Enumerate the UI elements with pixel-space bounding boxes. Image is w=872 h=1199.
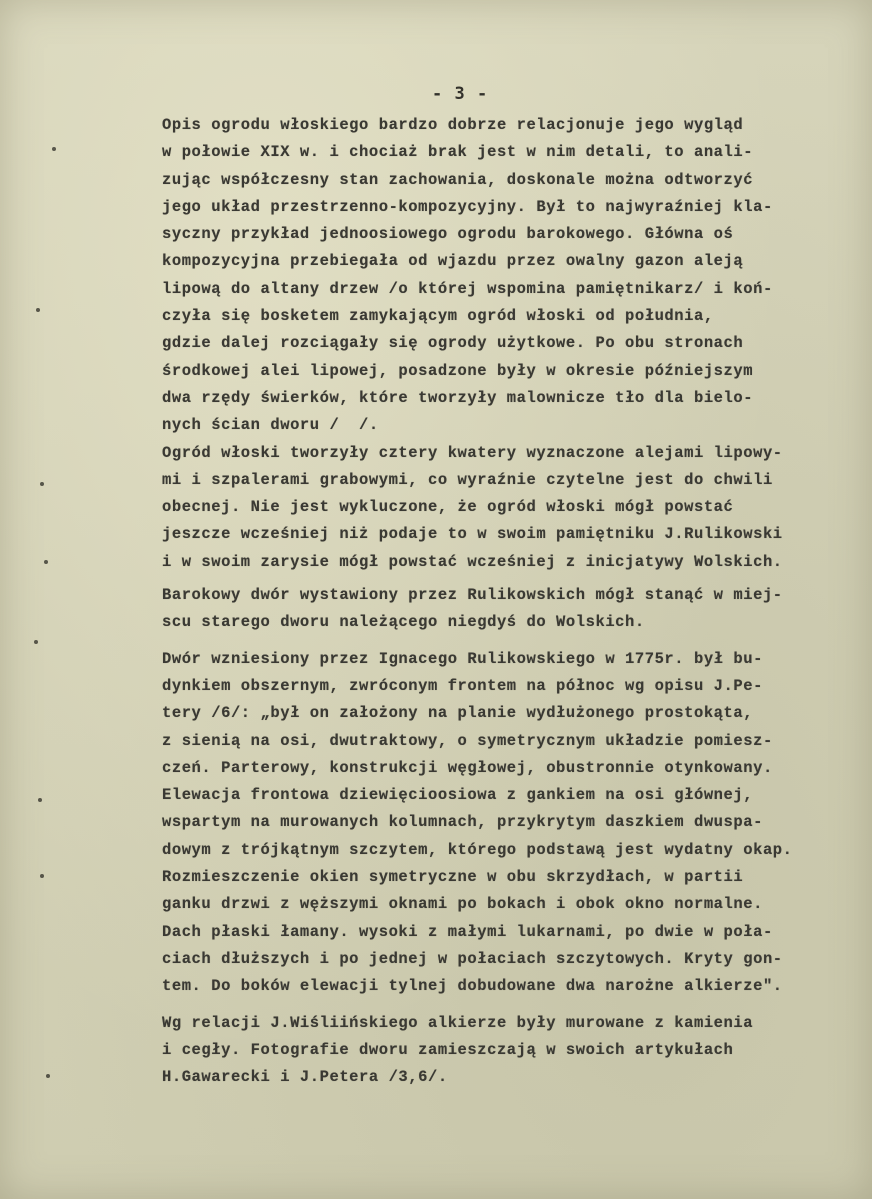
text-line: tery /6/: „był on założony na planie wydłużonego prostokąta, — [162, 704, 754, 723]
text-line: wspartym na murowanych kolumnach, przykrytym daszkiem dwuspa- — [162, 813, 763, 832]
text-line: obecnej. Nie jest wykluczone, że ogród włoski mógł powstać — [162, 498, 734, 517]
text-line: dowym z trójkątnym szczytem, którego podstawą jest wydatny okap. — [162, 840, 793, 859]
text-line: i cegły. Fotografie dworu zamieszczają w swoich artykułach — [162, 1040, 734, 1059]
punch-hole-mark — [36, 308, 40, 312]
text-line: gdzie dalej rozciągały się ogrody użytkowe. Po obu stronach — [162, 334, 744, 353]
text-line: w połowie XIX w. i chociaż brak jest w nim detali, to anali- — [162, 143, 754, 162]
text-line: środkowej alei lipowej, posadzone były w okresie późniejszym — [162, 361, 754, 380]
paragraph-alcoves-photographs — [162, 1010, 862, 1092]
punch-hole-mark — [46, 1074, 50, 1078]
text-line: jeszcze wcześniej niż podaje to w swoim pamiętniku J.Rulikowski — [162, 525, 783, 544]
text-line: Barokowy dwór wystawiony przez Rulikowskich mógł stanąć w miej- — [162, 586, 783, 605]
text-line: ciach dłuższych i po jednej w połaciach szczytowych. Kryty gon- — [162, 949, 783, 968]
punch-hole-mark — [40, 482, 44, 486]
text-line: Rozmieszczenie okien symetryczne w obu skrzydłach, w partii — [162, 868, 744, 887]
paragraph-italian-garden-description — [162, 112, 862, 440]
paragraph-manor-description — [162, 646, 862, 1001]
text-line: lipową do altany drzew /o której wspomina pamiętnikarz/ i koń- — [162, 279, 773, 298]
text-line: czyła się bosketem zamykającym ogród włoski od południa, — [162, 307, 714, 326]
text-line: syczny przykład jednoosiowego ogrodu barokowego. Główna oś — [162, 225, 734, 244]
punch-hole-mark — [34, 640, 38, 644]
text-line: jego układ przestrzenno-kompozycyjny. Był to najwyraźniej kla- — [162, 197, 773, 216]
text-line: H.Gawarecki i J.Petera /3,6/. — [162, 1068, 448, 1087]
text-line: dwa rzędy świerków, które tworzyły malownicze tło dla bielo- — [162, 388, 754, 407]
punch-hole-mark — [40, 874, 44, 878]
text-line: Ogród włoski tworzyły cztery kwatery wyznaczone alejami lipowy- — [162, 443, 783, 462]
text-line: kompozycyjna przebiegała od wjazdu przez owalny gazon aleją — [162, 252, 744, 271]
text-line: Dwór wzniesiony przez Ignacego Rulikowskiego w 1775r. był bu- — [162, 649, 763, 668]
text-line: Opis ogrodu włoskiego bardzo dobrze relacjonuje jego wygląd — [162, 116, 744, 134]
text-line: scu starego dworu należącego niegdyś do Wolskich. — [162, 613, 645, 632]
text-line: mi i szpalerami grabowymi, co wyraźnie czytelne jest do chwili — [162, 470, 773, 489]
text-line: dynkiem obszernym, zwróconym frontem na północ wg opisu J.Pe- — [162, 676, 763, 695]
text-line: z sienią na osi, dwutraktowy, o symetrycznym układzie pomiesz- — [162, 731, 773, 750]
text-line: nych ścian dworu / /. — [162, 416, 379, 435]
paragraph-baroque-manor — [162, 582, 862, 637]
punch-hole-mark — [52, 147, 56, 151]
punch-hole-mark — [38, 798, 42, 802]
text-line: i w swoim zarysie mógł powstać wcześniej z inicjatywy Wolskich. — [162, 552, 783, 571]
typed-body-text — [162, 112, 862, 1091]
text-line: Elewacja frontowa dziewięcioosiowa z gankiem na osi głównej, — [162, 786, 754, 805]
text-line: Dach płaski łamany. wysoki z małymi lukarnami, po dwie w poła- — [162, 922, 773, 941]
page-number: - 3 - — [432, 84, 489, 104]
text-line: ganku drzwi z węższymi oknami po bokach i obok okno normalne. — [162, 895, 763, 914]
text-line: tem. Do boków elewacji tylnej dobudowane dwa narożne alkierze". — [162, 977, 783, 996]
paragraph-garden-quarters — [162, 440, 862, 576]
punch-hole-mark — [44, 560, 48, 564]
text-line: Wg relacji J.Wiśliińskiego alkierze były murowane z kamienia — [162, 1013, 754, 1032]
text-line: czeń. Parterowy, konstrukcji węgłowej, obustronnie otynkowany. — [162, 758, 773, 777]
text-line: zując współczesny stan zachowania, doskonale można odtworzyć — [162, 170, 754, 189]
